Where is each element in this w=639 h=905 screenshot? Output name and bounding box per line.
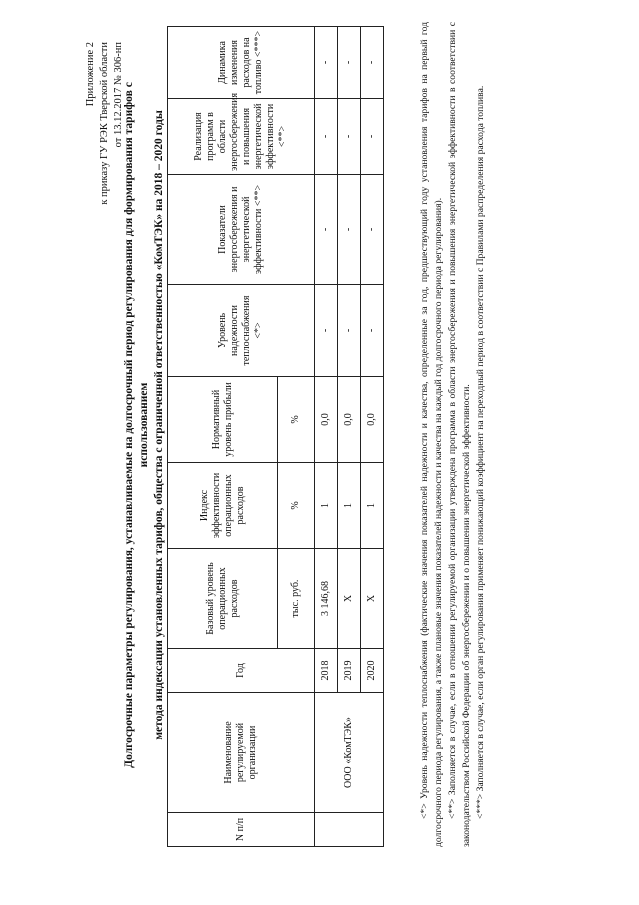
appendix-header	[84, 42, 126, 205]
cell-base-opex: 3 146,68	[315, 549, 338, 649]
document-title	[122, 45, 167, 805]
cell-efficiency-index: 1	[338, 463, 361, 549]
unit-efficiency-index: %	[278, 463, 315, 549]
table-header-row	[168, 27, 278, 847]
cell-programs: -	[361, 99, 384, 175]
cell-organization: ООО «КомТЭК»	[315, 693, 384, 813]
header-num: N п/п	[168, 813, 315, 847]
cell-base-opex: Х	[361, 549, 384, 649]
cell-programs: -	[315, 99, 338, 175]
parameters-table	[167, 26, 384, 847]
cell-year: 2018	[315, 649, 338, 693]
header-efficiency-index: Индекс эффективности операционных расходов	[168, 463, 278, 549]
header-programs: Реализация программ в области энергосбережения и повышения энергетической эффективности <**>	[168, 99, 315, 175]
appendix-line-2: к приказу ГУ РЭК Тверской области	[99, 42, 110, 205]
cell-efficiency-index: 1	[315, 463, 338, 549]
cell-fuel-dynamics: -	[338, 27, 361, 99]
header-organization: Наименование регулируемой организации	[168, 693, 315, 813]
footnotes	[418, 22, 488, 847]
cell-base-opex: Х	[338, 549, 361, 649]
header-energy-saving: Показатели энергосбережения и энергетической эффективности <**>	[168, 175, 315, 285]
cell-profit-level: 0,0	[315, 377, 338, 463]
cell-profit-level: 0,0	[361, 377, 384, 463]
cell-fuel-dynamics: -	[361, 27, 384, 99]
cell-energy-saving: -	[361, 175, 384, 285]
header-base-opex: Базовый уровень операционных расходов	[168, 549, 278, 649]
header-fuel-dynamics: Динамика изменения расходов на топливо <***>	[168, 27, 315, 99]
footnote-3: <***> Заполняется в случае, если орган регулирования применяет понижающий коэффициент на переходный период в соответствии с Правилами распределения расхода топлива.	[475, 85, 486, 819]
cell-num	[315, 813, 384, 847]
header-profit-level: Нормативный уровень прибыли	[168, 377, 278, 463]
cell-efficiency-index: 1	[361, 463, 384, 549]
unit-base-opex: тыс. руб.	[278, 549, 315, 649]
table-row	[315, 27, 338, 847]
title-line-1: Долгосрочные параметры регулирования, устанавливаемые на долгосрочный период регулирования для формирования тарифов с использованием	[123, 82, 150, 768]
footnote-1: <*> Уровень надежности теплоснабжения (фактические значения показателей надежности и качества, определенные за год, предшествующий году установления тарифов на первый год долгосрочного периода регулирования, а также плановые значения показателей надежности и качества на каждый год долгосрочного периода регулирования).	[419, 22, 444, 847]
title-line-2: метода индексации установленных тарифов, общества с ограниченной ответственностью «КомТЭК» на 2018 – 2020 годы	[153, 110, 165, 740]
cell-profit-level: 0,0	[338, 377, 361, 463]
cell-year: 2019	[338, 649, 361, 693]
appendix-line-3: от 13.12.2017 № 306-нп	[113, 42, 124, 148]
footnote-2: <**> Заполняется в случае, если в отношении регулируемой организации утверждена программа в области энергосбережения и повышения энергетической эффективности в соответствии с законодательством Российской Федерации об энергосбережении и о повышении энергетической эффективности.	[447, 22, 472, 847]
header-year: Год	[168, 649, 315, 693]
cell-year: 2020	[361, 649, 384, 693]
unit-profit-level: %	[278, 377, 315, 463]
appendix-line-1: Приложение 2	[85, 42, 96, 107]
cell-reliability: -	[338, 285, 361, 377]
cell-programs: -	[338, 99, 361, 175]
cell-reliability: -	[315, 285, 338, 377]
cell-reliability: -	[361, 285, 384, 377]
header-reliability: Уровень надежности теплоснабжения <*>	[168, 285, 315, 377]
cell-fuel-dynamics: -	[315, 27, 338, 99]
cell-energy-saving: -	[338, 175, 361, 285]
cell-energy-saving: -	[315, 175, 338, 285]
